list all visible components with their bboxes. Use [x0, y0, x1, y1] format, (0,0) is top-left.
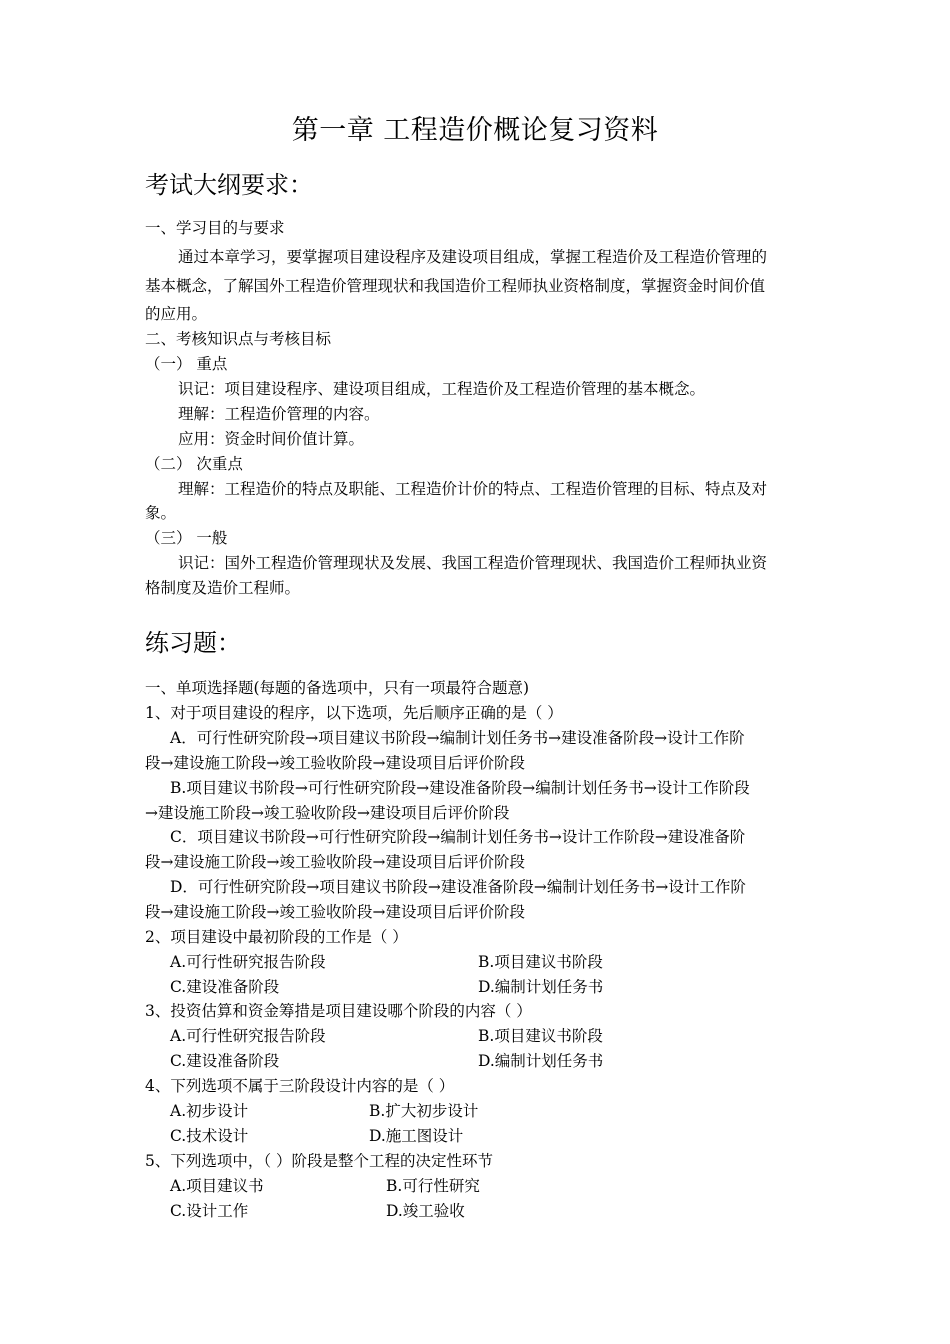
section-1-paragraph-line-1: 通过本章学习，要掌握项目建设程序及建设项目组成，掌握工程造价及工程造价管理的	[178, 248, 768, 266]
question-2-option-b: B.项目建议书阶段	[478, 953, 603, 971]
outline-heading: 考试大纲要求：	[145, 171, 313, 199]
question-3-option-b: B.项目建议书阶段	[478, 1027, 603, 1045]
question-1-option-a-line-1: A．可行性研究阶段→项目建议书阶段→编制计划任务书→建设准备阶段→设计工作阶	[170, 729, 745, 747]
general-points-line-2: 格制度及造价工程师。	[145, 579, 301, 597]
question-1-stem: 1、对于项目建设的程序，以下选项，先后顺序正确的是（ ）	[145, 704, 563, 722]
section-1-paragraph-line-3: 的应用。	[145, 305, 208, 323]
question-3-option-d: D.编制计划任务书	[478, 1052, 604, 1070]
question-3-option-a: A.可行性研究报告阶段	[170, 1027, 326, 1045]
key-points-memorize: 识记：项目建设程序、建设项目组成，工程造价及工程造价管理的基本概念。	[178, 380, 706, 398]
question-5-option-a: A.项目建议书	[170, 1177, 264, 1195]
question-5-option-b: B.可行性研究	[386, 1177, 480, 1195]
question-4-option-c: C.技术设计	[170, 1127, 249, 1145]
question-4-option-d: D.施工图设计	[369, 1127, 464, 1145]
section-1-paragraph-line-2: 基本概念，了解国外工程造价管理现状和我国造价工程师执业资格制度，掌握资金时间价值	[145, 277, 766, 295]
secondary-points-line-2: 象。	[145, 504, 177, 522]
secondary-points-title: （二） 次重点	[145, 455, 243, 473]
section-1-title: 一、学习目的与要求	[145, 219, 285, 237]
question-3-stem: 3、投资估算和资金筹措是项目建设哪个阶段的内容（ ）	[145, 1002, 532, 1020]
question-5-option-c: C.设计工作	[170, 1202, 249, 1220]
question-5-stem: 5、下列选项中，（ ）阶段是整个工程的决定性环节	[145, 1152, 494, 1170]
single-choice-section-title: 一、单项选择题(每题的备选项中，只有一项最符合题意)	[145, 679, 530, 697]
question-2-option-d: D.编制计划任务书	[478, 978, 604, 996]
general-points-title: （三） 一般	[145, 529, 228, 547]
question-2-option-c: C.建设准备阶段	[170, 978, 280, 996]
question-1-option-a-line-2: 段→建设施工阶段→竣工验收阶段→建设项目后评价阶段	[145, 754, 525, 772]
document-title: 第一章 工程造价概论复习资料	[291, 115, 659, 146]
question-1-option-c-line-2: 段→建设施工阶段→竣工验收阶段→建设项目后评价阶段	[145, 853, 525, 871]
question-4-stem: 4、下列选项不属于三阶段设计内容的是（ ）	[145, 1077, 455, 1095]
key-points-understand: 理解：工程造价管理的内容。	[178, 405, 380, 423]
question-2-option-a: A.可行性研究报告阶段	[170, 953, 326, 971]
question-1-option-b-line-1: B.项目建议书阶段→可行性研究阶段→建设准备阶段→编制计划任务书→设计工作阶段	[170, 779, 750, 797]
question-4-option-a: A.初步设计	[170, 1102, 249, 1120]
question-4-option-b: B.扩大初步设计	[369, 1102, 479, 1120]
question-5-option-d: D.竣工验收	[386, 1202, 465, 1220]
general-points-line-1: 识记：国外工程造价管理现状及发展、我国工程造价管理现状、我国造价工程师执业资	[178, 554, 768, 572]
key-points-apply: 应用：资金时间价值计算。	[178, 430, 365, 448]
key-points-title: （一） 重点	[145, 355, 228, 373]
question-3-option-c: C.建设准备阶段	[170, 1052, 280, 1070]
question-1-option-c-line-1: C．项目建议书阶段→可行性研究阶段→编制计划任务书→设计工作阶段→建设准备阶	[170, 828, 746, 846]
question-1-option-d-line-1: D．可行性研究阶段→项目建议书阶段→建设准备阶段→编制计划任务书→设计工作阶	[170, 878, 746, 896]
question-2-stem: 2、项目建设中最初阶段的工作是（ ）	[145, 928, 408, 946]
exercises-heading: 练习题：	[145, 629, 241, 657]
question-1-option-b-line-2: →建设施工阶段→竣工验收阶段→建设项目后评价阶段	[145, 804, 510, 822]
section-2-title: 二、考核知识点与考核目标	[145, 330, 332, 348]
question-1-option-d-line-2: 段→建设施工阶段→竣工验收阶段→建设项目后评价阶段	[145, 903, 525, 921]
secondary-points-line-1: 理解：工程造价的特点及职能、工程造价计价的特点、工程造价管理的目标、特点及对	[178, 480, 768, 498]
